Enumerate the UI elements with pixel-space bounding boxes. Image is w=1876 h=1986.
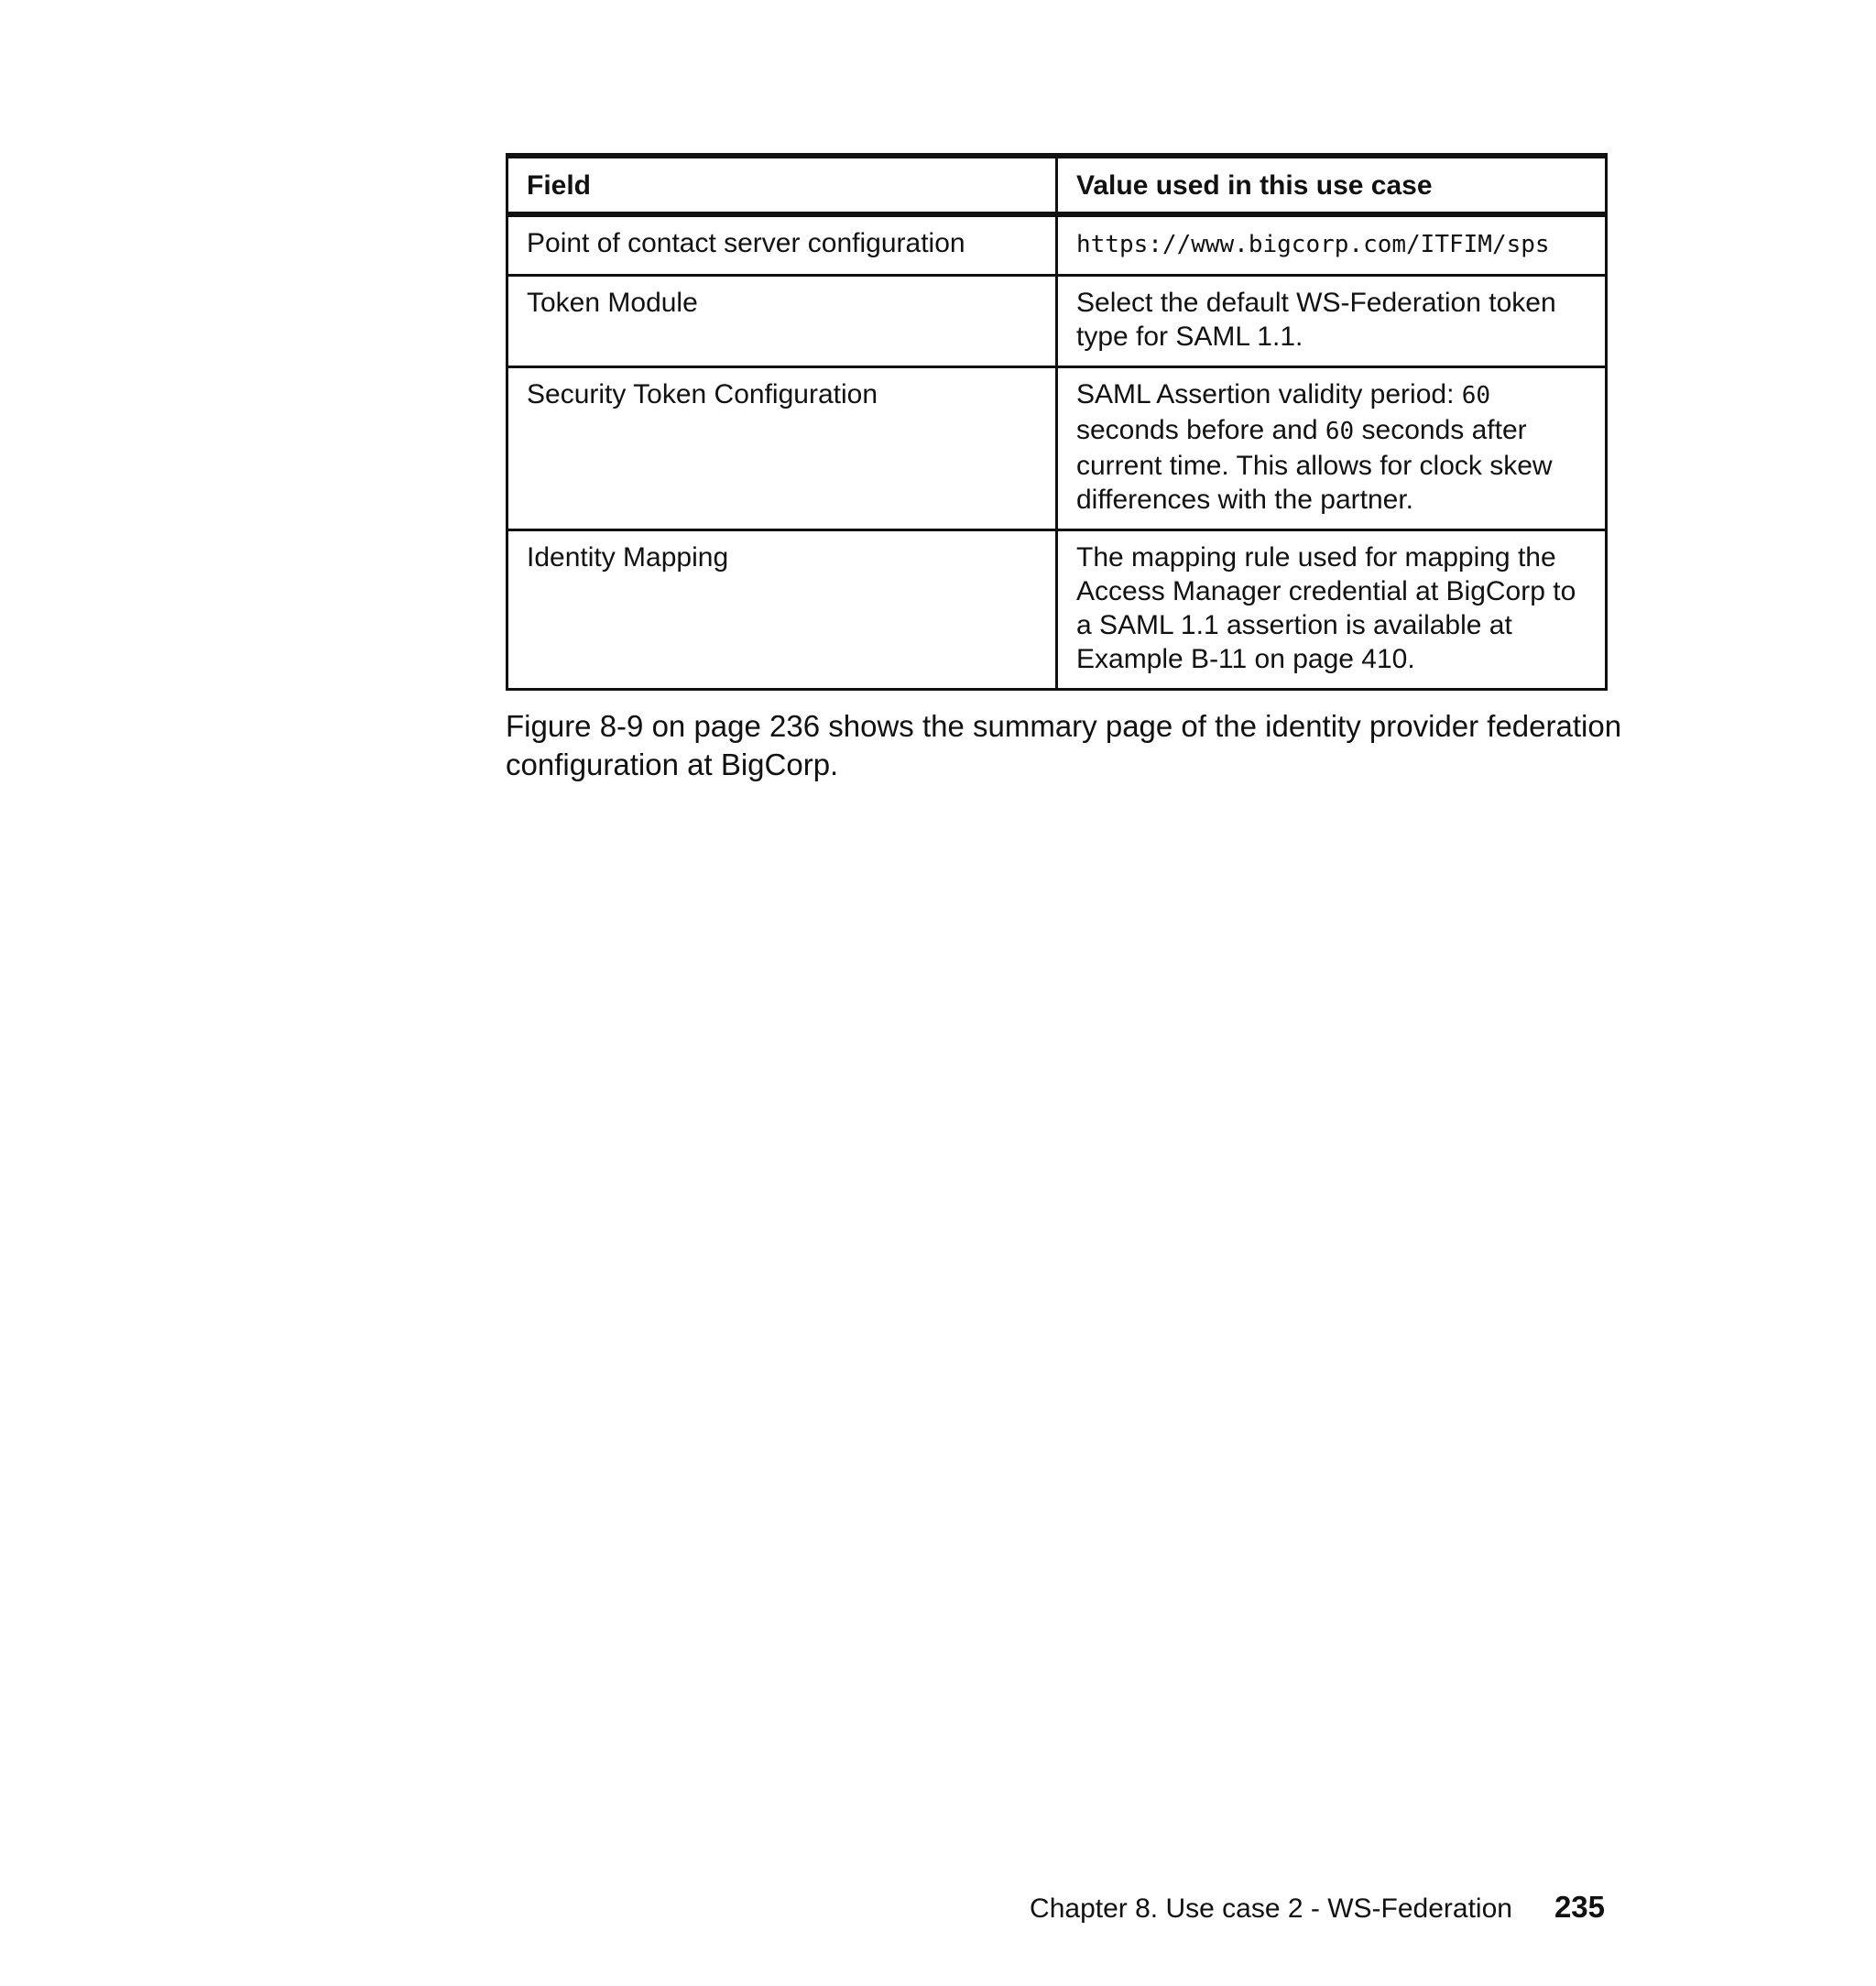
value-text: seconds before and bbox=[1076, 415, 1325, 445]
field-cell: Identity Mapping bbox=[507, 530, 1057, 690]
field-cell: Security Token Configuration bbox=[507, 367, 1057, 530]
table-row bbox=[507, 276, 1607, 367]
value-cell bbox=[1057, 367, 1607, 530]
configuration-table bbox=[506, 153, 1608, 691]
value-cell: The mapping rule used for mapping the Access Manager credential at BigCorp to a SAML 1.1 assertion is available at Example B-11 on page 410. bbox=[1057, 530, 1607, 690]
page-number: 235 bbox=[1554, 1890, 1605, 1924]
table-row bbox=[507, 530, 1607, 690]
page-footer bbox=[1008, 1889, 1605, 1927]
seconds-before-value: 60 bbox=[1461, 382, 1491, 409]
column-header-value: Value used in this use case bbox=[1057, 156, 1607, 214]
column-header-field: Field bbox=[507, 156, 1057, 214]
field-cell: Point of contact server configuration bbox=[507, 214, 1057, 276]
table-row bbox=[507, 214, 1607, 276]
value-text: seconds after current time. This allows for clock skew differences with the partner. bbox=[1076, 415, 1553, 515]
chapter-title: Chapter 8. Use case 2 - WS-Federation bbox=[1030, 1893, 1512, 1924]
table-header-row bbox=[507, 156, 1607, 214]
body-paragraph: Figure 8-9 on page 236 shows the summary page of the identity provider federation configuration at BigCorp. bbox=[506, 709, 1622, 781]
value-cell: Select the default WS-Federation token type for SAML 1.1. bbox=[1057, 276, 1607, 367]
url-value: https://www.bigcorp.com/ITFIM/sps bbox=[1076, 231, 1550, 258]
table-row bbox=[507, 367, 1607, 530]
seconds-after-value: 60 bbox=[1325, 418, 1355, 445]
field-cell: Token Module bbox=[507, 276, 1057, 367]
value-cell bbox=[1057, 214, 1607, 276]
value-text: SAML Assertion validity period: bbox=[1076, 379, 1462, 409]
